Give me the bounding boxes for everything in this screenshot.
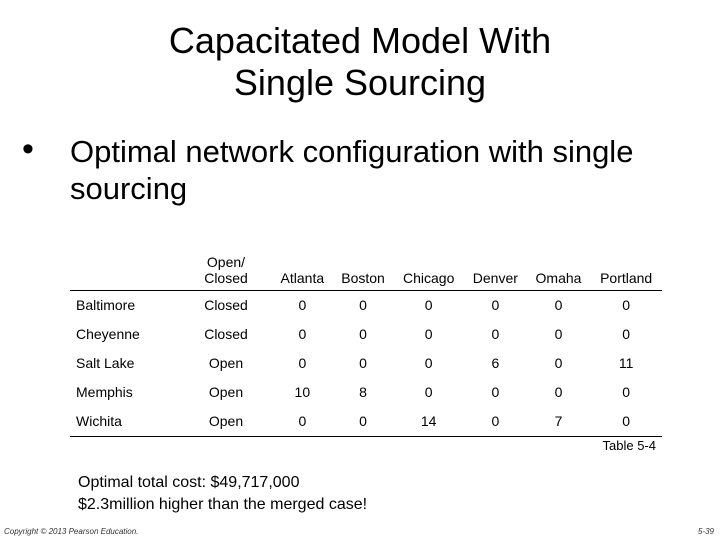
- table-cell: 14: [393, 407, 464, 437]
- row-label: Cheyenne: [76, 326, 140, 342]
- table-cell: 0: [298, 326, 307, 342]
- column-header-chicago: Chicago: [393, 242, 464, 290]
- bullet-point: [22, 130, 702, 207]
- table-cell: Open: [208, 355, 244, 371]
- row-label: Wichita: [70, 407, 180, 437]
- table-cell: 0: [491, 326, 500, 342]
- table-cell: 0: [622, 297, 631, 313]
- slide-title-line-2: Single Sourcing: [233, 62, 487, 103]
- table-cell: Closed: [204, 326, 248, 342]
- slide-title-line-1: Capacitated Model With: [168, 20, 552, 61]
- table-cell: 0: [424, 384, 433, 400]
- table-cell: 0: [590, 407, 662, 437]
- slide-title: [60, 20, 660, 104]
- table-cell: 0: [491, 297, 500, 313]
- cost-note-line-2: $2.3million higher than the merged case!: [78, 496, 368, 513]
- table-cell: 0: [554, 355, 563, 371]
- table-row: [70, 378, 662, 407]
- bullet-dot-icon: •: [22, 130, 34, 168]
- table-cell: 0: [424, 297, 433, 313]
- table-cell: 10: [294, 384, 311, 400]
- table-cell: 0: [554, 384, 563, 400]
- table-cell: 0: [464, 407, 527, 437]
- column-header-boston: Boston: [333, 242, 394, 290]
- copyright-footer: Copyright © 2013 Pearson Education.: [4, 527, 139, 536]
- table-cell: 0: [298, 297, 307, 313]
- page-number: 5-39: [697, 527, 714, 536]
- table-cell: 7: [527, 407, 591, 437]
- cost-note-line-1: Optimal total cost: $49,717,000: [78, 474, 300, 491]
- row-label: Baltimore: [76, 297, 136, 313]
- column-header-denver: Denver: [464, 242, 527, 290]
- table-row: [70, 349, 662, 378]
- table-row: [70, 407, 662, 437]
- table-cell: 0: [359, 297, 367, 313]
- table-caption: Table 5-4: [602, 438, 656, 453]
- table-cell: 11: [618, 355, 634, 371]
- table-cell: 0: [424, 326, 433, 342]
- table-cell: 6: [491, 355, 500, 371]
- column-header-open-closed: Open/ Closed: [180, 242, 272, 290]
- row-label: Memphis: [76, 384, 133, 400]
- column-header-atlanta: Atlanta: [272, 242, 333, 290]
- table-cell: 0: [298, 355, 307, 371]
- table-row: [70, 320, 662, 349]
- table-row: [70, 290, 662, 320]
- column-header-portland: Portland: [590, 242, 662, 290]
- table-cell: 0: [424, 355, 433, 371]
- bullet-text-line-1: Optimal network configuration with single: [70, 134, 634, 169]
- table-cell: 0: [272, 407, 333, 437]
- cost-note: [78, 472, 367, 516]
- bullet-text-line-2: sourcing: [70, 171, 188, 206]
- table-cell: Closed: [204, 297, 248, 313]
- table-cell: Open: [208, 384, 244, 400]
- table-cell: 8: [359, 384, 367, 400]
- row-label: Salt Lake: [76, 355, 135, 371]
- column-header-omaha: Omaha: [527, 242, 591, 290]
- column-header-plant: [70, 242, 180, 290]
- table-cell: 0: [554, 326, 563, 342]
- table-cell: 0: [359, 326, 367, 342]
- table-cell: Open: [180, 407, 272, 437]
- table-cell: 0: [622, 384, 631, 400]
- table-cell: 0: [333, 407, 394, 437]
- bullet-text: [22, 130, 702, 207]
- network-configuration-table: [70, 242, 662, 437]
- table-cell: 0: [491, 384, 500, 400]
- table-cell: 0: [554, 297, 563, 313]
- table-header-row: [70, 242, 662, 290]
- table-cell: 0: [622, 326, 631, 342]
- table-cell: 0: [359, 355, 367, 371]
